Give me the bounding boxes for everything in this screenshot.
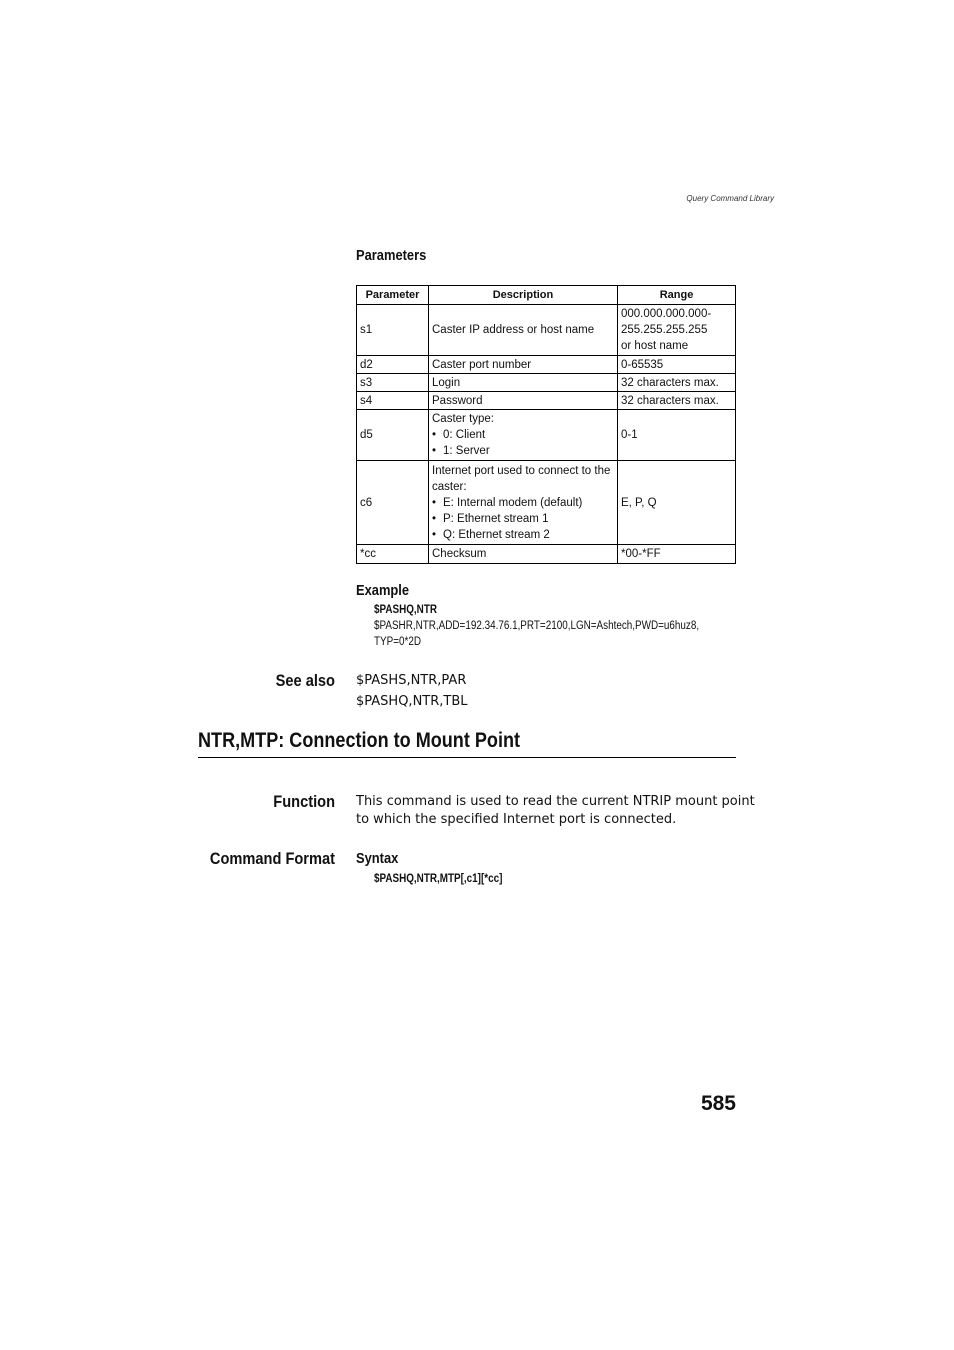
description-cell (429, 461, 618, 545)
range-line: 32 characters max. (621, 376, 719, 389)
range-line: 000.000.000.000- (621, 308, 712, 320)
range-cell (618, 356, 736, 374)
description-line: Internet port used to connect to the (432, 464, 611, 477)
description-cell (429, 374, 618, 392)
function-text-line-2: to which the specified Internet port is connected. (356, 812, 677, 827)
function-label: Function (273, 792, 335, 811)
description-line: caster: (432, 480, 467, 493)
function-text-line-1: This command is used to read the current NTRIP mount point (356, 794, 755, 809)
example-command: $PASHQ,NTR (374, 604, 438, 616)
example-response-line-2: TYP=0*2D (374, 636, 422, 648)
description-line: Login (432, 376, 461, 389)
table-row (357, 392, 736, 410)
description-line: Caster type: (432, 413, 494, 425)
description-bullet: • 0: Client (432, 427, 614, 443)
table-row (357, 545, 736, 564)
range-line: E, P, Q (621, 496, 657, 509)
section-title: NTR,MTP: Connection to Mount Point (198, 729, 521, 752)
description-bullet: • P: Ethernet stream 1 (432, 511, 614, 527)
range-line: *00-*FF (621, 548, 661, 560)
range-cell (618, 410, 736, 461)
table-row (357, 410, 736, 461)
description-cell (429, 305, 618, 356)
parameter-cell: s3 (357, 374, 429, 392)
column-header: Description (429, 286, 618, 305)
table-row (357, 374, 736, 392)
parameter-cell: *cc (357, 545, 429, 564)
description-cell (429, 392, 618, 410)
parameter-cell: d2 (357, 356, 429, 374)
range-line: 0-65535 (621, 358, 664, 371)
command-format-label: Command Format (209, 849, 335, 868)
parameter-cell: s1 (357, 305, 429, 356)
range-line: 0-1 (621, 429, 638, 441)
syntax-heading: Syntax (356, 850, 399, 867)
running-header: Query Command Library (686, 194, 774, 203)
parameters-table (356, 285, 736, 564)
range-cell (618, 461, 736, 545)
description-line: Checksum (432, 548, 487, 560)
example-response-line-1: $PASHR,NTR,ADD=192.34.76.1,PRT=2100,LGN=Ashtech,PWD=u6huz8, (374, 620, 700, 632)
table-row (357, 356, 736, 374)
section-divider (198, 757, 736, 758)
range-cell (618, 545, 736, 564)
description-line: Caster IP address or host name (432, 324, 595, 336)
table-row (357, 461, 736, 545)
parameter-cell: s4 (357, 392, 429, 410)
see-also-link[interactable]: $PASHS,NTR,PAR (356, 673, 467, 688)
range-line: or host name (621, 340, 689, 352)
description-bullet: • 1: Server (432, 443, 614, 459)
column-header: Parameter (357, 286, 429, 305)
see-also-label: See also (275, 671, 335, 690)
see-also-link[interactable]: $PASHQ,NTR,TBL (356, 694, 468, 709)
description-cell (429, 410, 618, 461)
page-number: 585 (700, 1092, 736, 1115)
table-row (357, 305, 736, 356)
range-line: 32 characters max. (621, 394, 719, 407)
parameter-cell: d5 (357, 410, 429, 461)
range-cell (618, 305, 736, 356)
description-bullet: • Q: Ethernet stream 2 (432, 527, 614, 543)
range-cell (618, 392, 736, 410)
description-line: Password (432, 394, 483, 407)
description-cell (429, 545, 618, 564)
parameter-cell: c6 (357, 461, 429, 545)
range-cell (618, 374, 736, 392)
syntax-command: $PASHQ,NTR,MTP[,c1][*cc] (374, 873, 503, 885)
table-header-row (357, 286, 736, 305)
description-cell (429, 356, 618, 374)
range-line: 255.255.255.255 (621, 324, 708, 336)
description-line: Caster port number (432, 358, 532, 371)
column-header: Range (618, 286, 736, 305)
parameters-heading: Parameters (356, 247, 427, 264)
description-bullet: • E: Internal modem (default) (432, 495, 614, 511)
example-heading: Example (356, 582, 410, 599)
